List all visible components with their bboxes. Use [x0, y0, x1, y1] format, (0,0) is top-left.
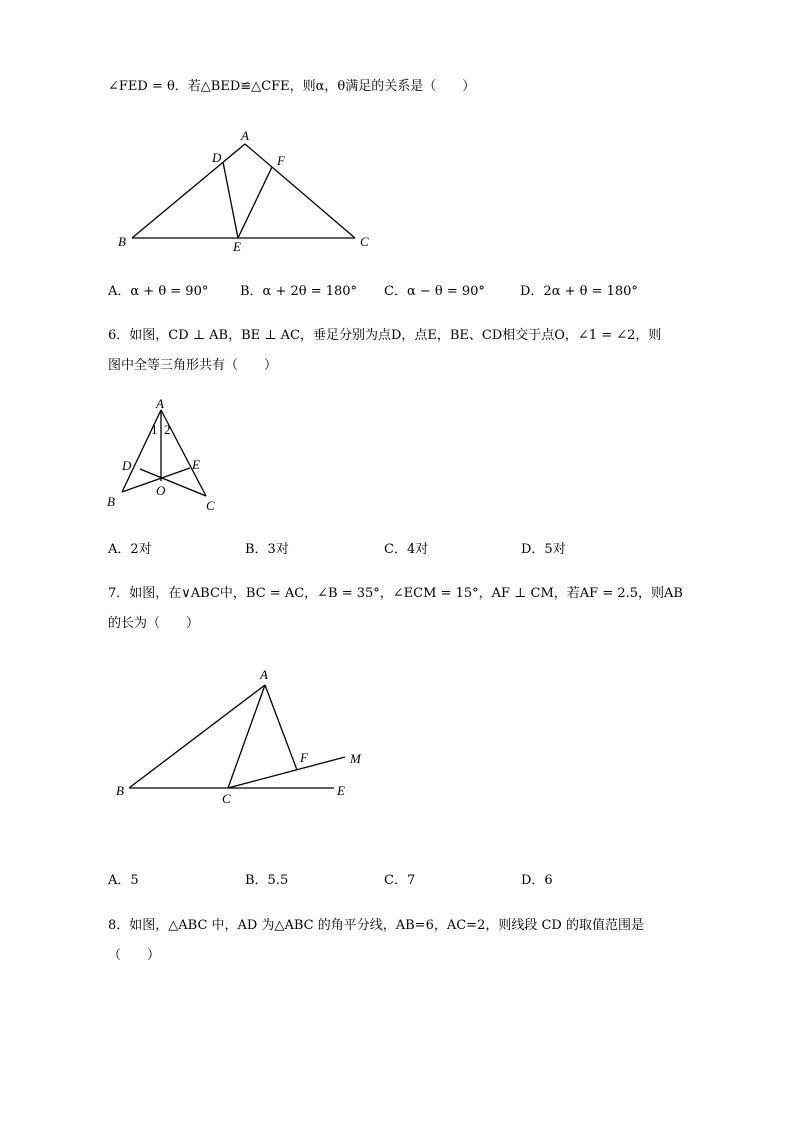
q5-stem-line1: ∠FED = θ．若△BED≌△CFE，则α，θ满足的关系是（ ）: [108, 79, 476, 94]
q8-stem-line1: 8．如图，△ABC 中，AD 为△ABC 的角平分线，AB=6，AC=2，则线段 CD 的取值范围是: [108, 918, 644, 933]
q6-label-c: C: [206, 498, 215, 513]
q6-label-1: 1: [151, 422, 158, 437]
q5-figure: [110, 125, 380, 255]
q6-stem-line2: 图中全等三角形共有（ ）: [108, 358, 278, 373]
q5-option-a[interactable]: A．α + θ = 90°: [108, 284, 209, 299]
q6-label-2: 2: [164, 422, 171, 437]
q5-option-d[interactable]: D．2α + θ = 180°: [520, 284, 638, 299]
q6-option-a[interactable]: A．2对: [108, 542, 152, 557]
q5-label-a: A: [241, 128, 249, 143]
q7-stem-line1: 7．如图，在∨ABC中，BC = AC，∠B = 35°，∠ECM = 15°，AF ⊥ CM，若AF = 2.5，则AB: [108, 586, 683, 601]
q7-line-ac: [228, 685, 265, 788]
q6-label-o: O: [156, 483, 166, 498]
q7-line-cm: [228, 757, 345, 788]
q6-option-b[interactable]: B．3对: [245, 542, 289, 557]
q7-line-ba: [129, 685, 265, 788]
q5-label-b: B: [118, 234, 126, 249]
q7-option-a[interactable]: A．5: [108, 873, 139, 888]
q6-label-b: B: [107, 494, 115, 509]
q7-label-a: A: [260, 667, 268, 682]
q7-line-af: [265, 685, 297, 770]
q7-label-b: B: [116, 783, 124, 798]
q8-stem-line2: （ ）: [108, 948, 161, 963]
q6-figure: [104, 396, 224, 516]
q5-label-e: E: [233, 239, 241, 254]
q7-option-d[interactable]: D．6: [521, 873, 553, 888]
q5-label-c: C: [360, 234, 369, 249]
q6-label-d: D: [122, 458, 132, 473]
q6-stem-line1: 6．如图，CD ⊥ AB，BE ⊥ AC，垂足分别为点D，点E，BE、CD相交于点O，∠1 = ∠2，则: [108, 328, 662, 343]
q5-label-d: D: [212, 150, 222, 165]
q6-label-a: A: [156, 396, 164, 411]
q5-option-c[interactable]: C．α − θ = 90°: [384, 284, 485, 299]
q5-line-ba: [132, 144, 245, 238]
q6-option-c[interactable]: C．4对: [384, 542, 429, 557]
q7-option-b[interactable]: B．5.5: [245, 873, 289, 888]
q5-line-ac: [245, 144, 355, 238]
q6-option-d[interactable]: D．5对: [521, 542, 566, 557]
q7-label-f: F: [300, 750, 308, 765]
q5-label-f: F: [277, 153, 285, 168]
q7-label-e: E: [337, 783, 345, 798]
q5-option-b[interactable]: B．α + 2θ = 180°: [240, 284, 358, 299]
q7-option-c[interactable]: C．7: [384, 873, 416, 888]
q5-line-ef: [238, 167, 272, 238]
q6-label-e: E: [192, 457, 200, 472]
q7-stem-line2: 的长为（ ）: [108, 616, 200, 631]
q7-figure: [110, 662, 380, 812]
q7-label-c: C: [222, 791, 231, 806]
q5-line-de: [223, 162, 238, 238]
q7-label-m: M: [350, 751, 361, 766]
